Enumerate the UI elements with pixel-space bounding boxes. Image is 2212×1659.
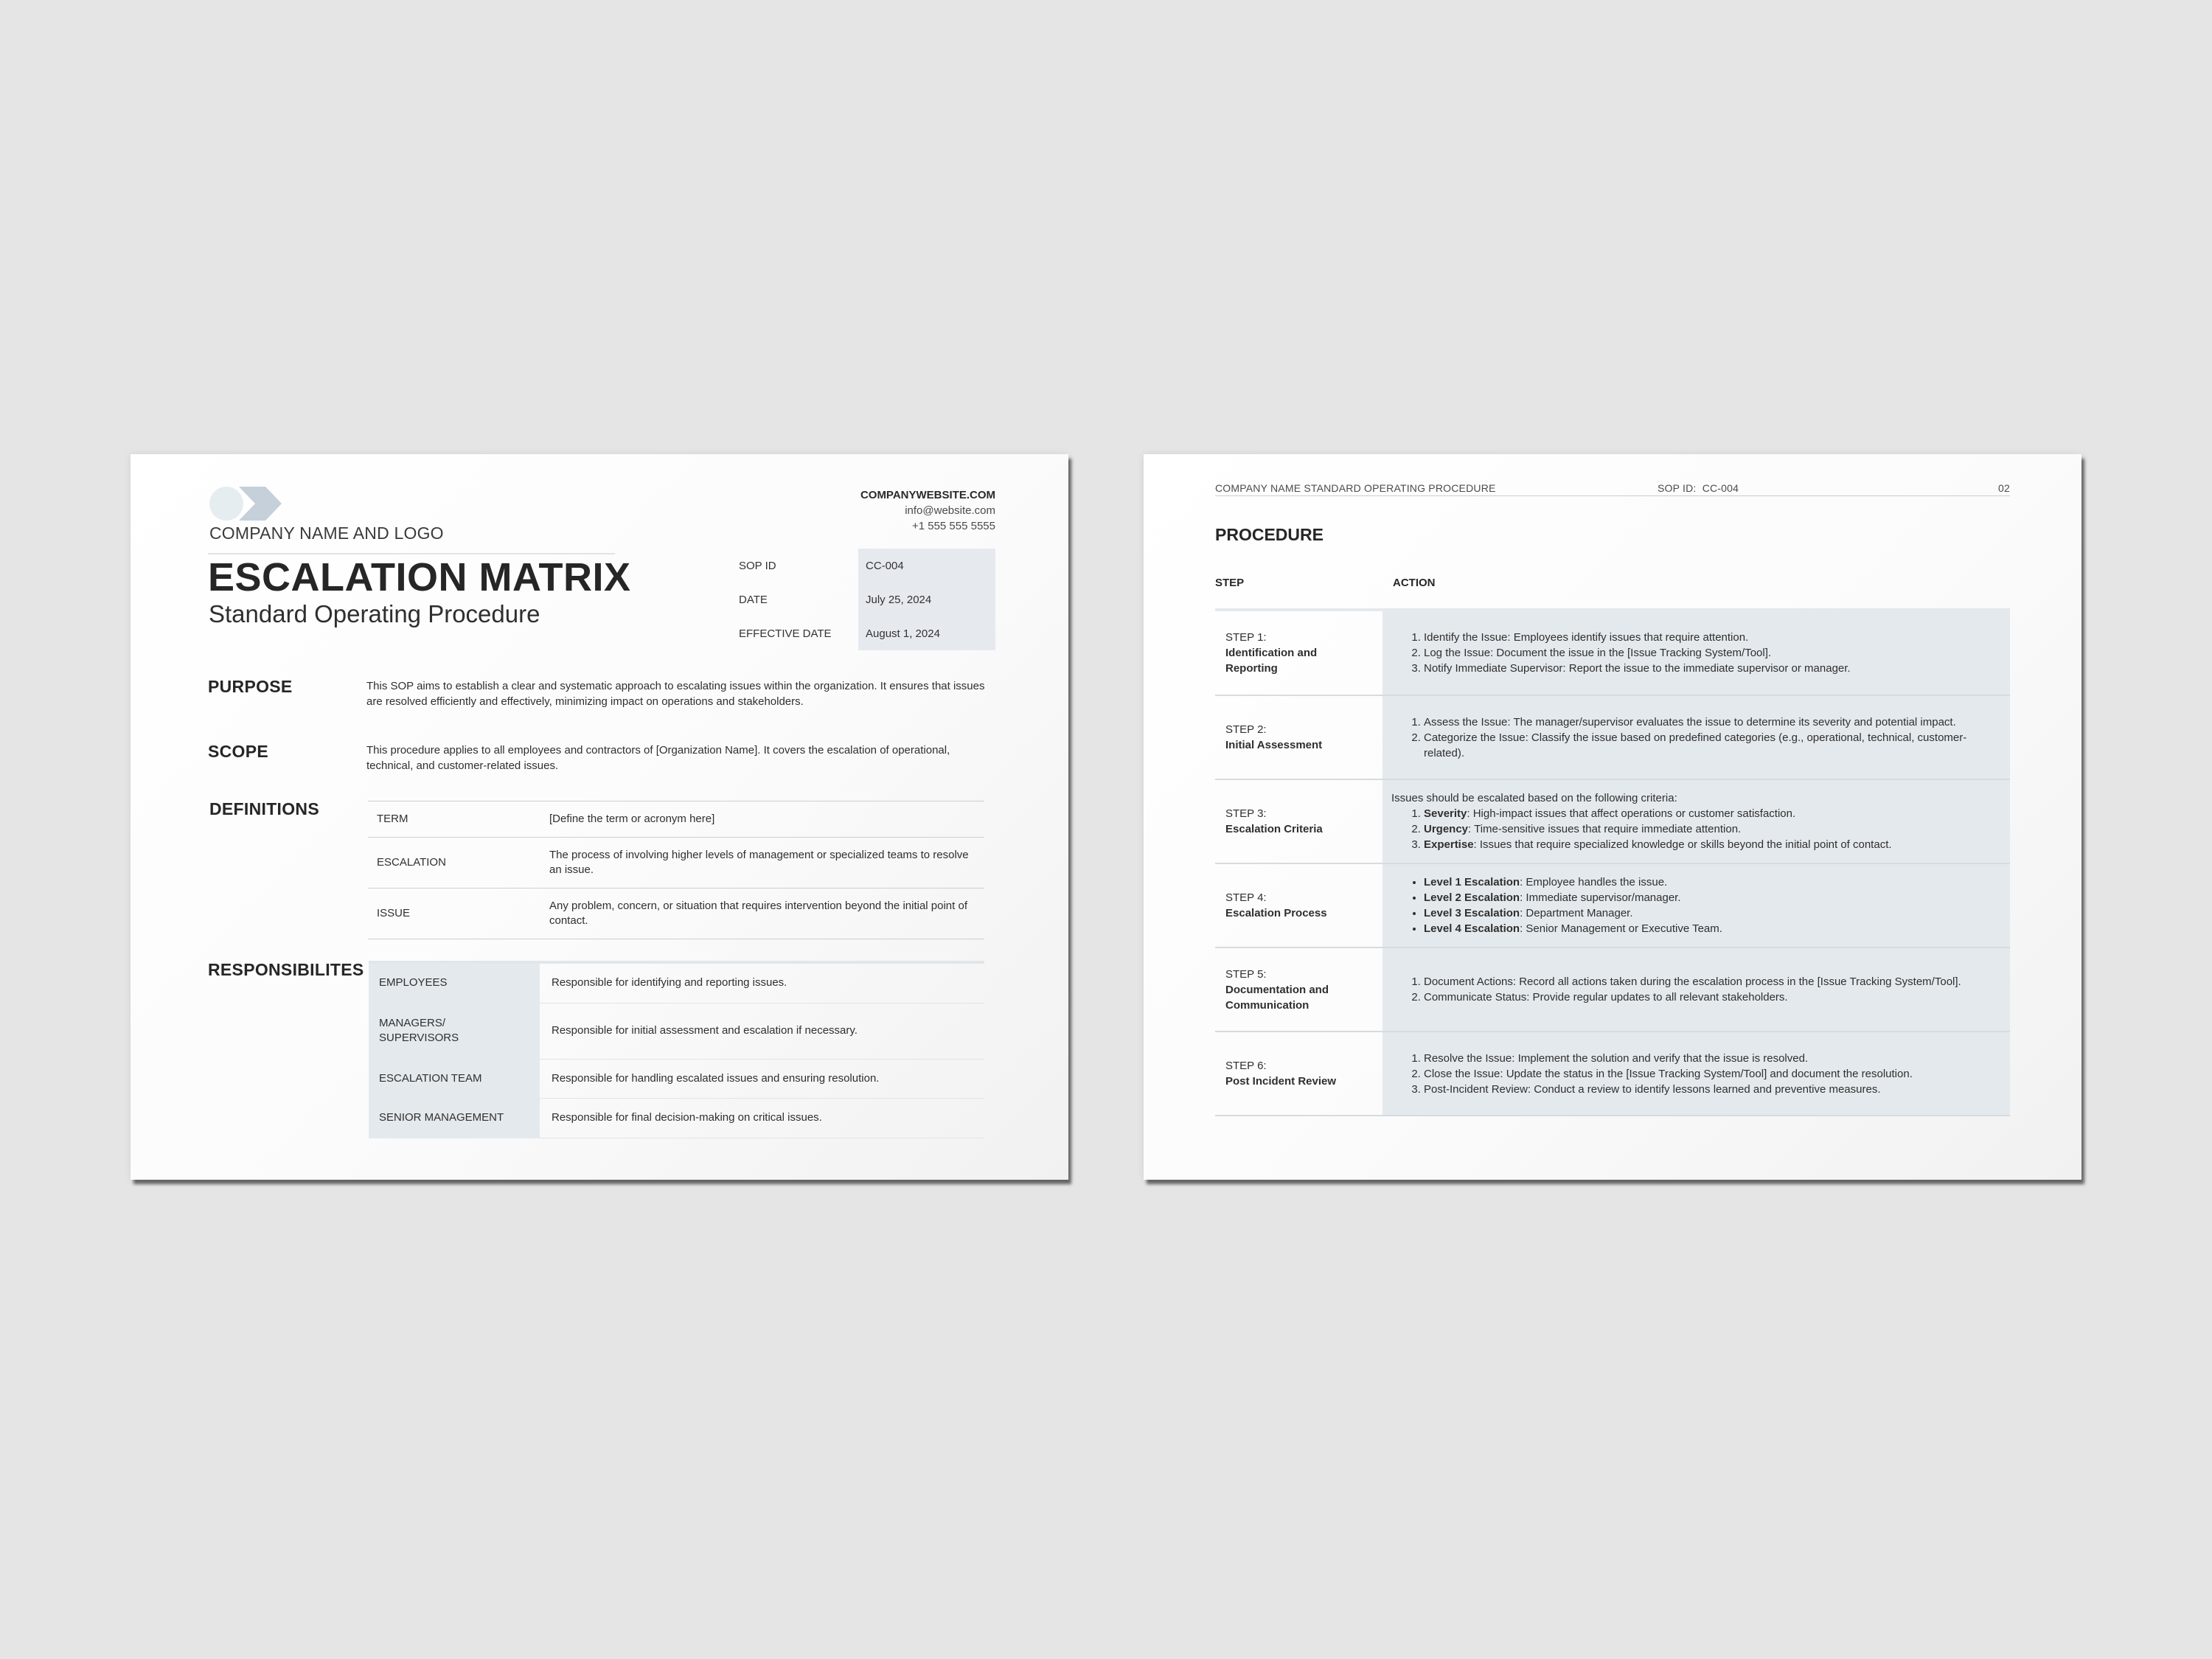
table-row [369, 964, 984, 1003]
table-row [368, 838, 984, 888]
table-row [368, 801, 984, 838]
header-divider [1215, 495, 2010, 496]
action-item [1424, 874, 2000, 890]
table-row [368, 888, 984, 939]
company-website: COMPANYWEBSITE.COM [860, 489, 995, 501]
step-cell [1215, 779, 1382, 863]
action-item [1424, 1051, 2000, 1066]
action-item [1424, 1066, 2000, 1082]
action-item-text: Categorize the Issue: Classify the issue based on predefined categories (e.g., operational, technical, customer-related). [1424, 731, 1967, 759]
action-item [1424, 837, 2000, 852]
action-cell [1382, 695, 2010, 779]
action-list [1393, 630, 2000, 676]
sop-meta-table [731, 549, 995, 650]
step-number: STEP 6: [1225, 1060, 1267, 1072]
step-number: STEP 5: [1225, 967, 1267, 981]
action-item-text: Document Actions: Record all actions taken during the escalation process in the [Issue Tracking System/Tool]. [1424, 975, 1961, 988]
meta-label: DATE [739, 593, 768, 606]
procedure-heading: PROCEDURE [1215, 525, 1324, 544]
definition-text: Any problem, concern, or situation that requires intervention beyond the initial point of contact. [540, 888, 984, 939]
action-item-text: Close the Issue: Update the status in the [Issue Tracking System/Tool] and document the resolution. [1424, 1067, 1913, 1080]
step-cell [1215, 1032, 1382, 1116]
responsibilities-heading: RESPONSIBILITES [208, 960, 364, 979]
step-cell [1215, 947, 1382, 1032]
scope-heading: SCOPE [208, 742, 269, 761]
action-list [1393, 714, 2000, 761]
step-number: STEP 4: [1225, 891, 1267, 904]
step-name: Initial Assessment [1225, 739, 1323, 751]
action-item-text: : Immediate supervisor/manager. [1520, 891, 1681, 904]
definition-term: ESCALATION [368, 838, 540, 888]
table-row [369, 1098, 984, 1138]
action-item-text: : Time-sensitive issues that require immediate attention. [1468, 823, 1742, 835]
action-cell [1382, 1032, 2010, 1116]
meta-row [731, 549, 995, 582]
action-item [1424, 890, 2000, 905]
step-name: Documentation and Communication [1225, 983, 1329, 1012]
action-item-keyword: Level 4 Escalation [1424, 922, 1520, 935]
step-cell [1215, 695, 1382, 779]
action-item-text: : Department Manager. [1520, 907, 1633, 919]
running-header-sop-id [1658, 482, 1739, 494]
sop-id-value: CC-004 [1702, 482, 1739, 494]
definition-text: [Define the term or acronym here] [540, 801, 984, 838]
table-row [369, 1059, 984, 1098]
step-number: STEP 2: [1225, 723, 1267, 736]
responsibility-text: Responsible for final decision-making on critical issues. [540, 1098, 984, 1138]
step-cell [1215, 611, 1382, 695]
action-item-keyword: Level 2 Escalation [1424, 891, 1520, 904]
definition-text: The process of involving higher levels of management or specialized teams to resolve an issue. [540, 838, 984, 888]
action-item-text: : High-impact issues that affect operations or customer satisfaction. [1467, 807, 1796, 820]
table-row [369, 1003, 984, 1059]
step-cell [1215, 863, 1382, 947]
meta-row [731, 582, 995, 616]
procedure-row [1215, 1032, 2010, 1116]
action-item [1424, 990, 2000, 1005]
action-item-text: Post-Incident Review: Conduct a review to identify lessons learned and preventive measures. [1424, 1082, 1881, 1096]
procedure-table [1215, 611, 2010, 1116]
step-column-header: STEP [1215, 577, 1245, 589]
purpose-heading: PURPOSE [208, 677, 293, 696]
action-item [1424, 661, 2000, 676]
meta-label: SOP ID [739, 559, 776, 572]
action-item [1424, 730, 2000, 761]
action-list [1393, 1051, 2000, 1097]
action-item-text: : Issues that require specialized knowledge or skills beyond the initial point of contact. [1473, 838, 1892, 851]
responsibility-text: Responsible for handling escalated issues and ensuring resolution. [540, 1059, 984, 1098]
responsibilities-table [369, 964, 984, 1138]
action-item-keyword: Severity [1424, 807, 1467, 820]
sop-page-2 [1144, 454, 2081, 1180]
step-name: Escalation Criteria [1225, 823, 1323, 835]
definitions-heading: DEFINITIONS [209, 799, 319, 818]
action-item [1424, 714, 2000, 730]
responsibility-text: Responsible for identifying and reporting issues. [540, 964, 984, 1003]
step-name: Escalation Process [1225, 907, 1327, 919]
responsibility-role: MANAGERS/ SUPERVISORS [369, 1003, 540, 1059]
procedure-row [1215, 611, 2010, 695]
meta-value: CC-004 [858, 549, 995, 582]
action-cell [1382, 611, 2010, 695]
action-list [1393, 974, 2000, 1005]
action-item-text: : Employee handles the issue. [1520, 876, 1668, 888]
running-header-company: COMPANY NAME STANDARD OPERATING PROCEDURE [1215, 482, 1496, 494]
logo-mark-icon [208, 485, 282, 522]
action-item-text: Communicate Status: Provide regular updates to all relevant stakeholders. [1424, 991, 1788, 1004]
action-item [1424, 921, 2000, 936]
procedure-row [1215, 947, 2010, 1032]
action-item-keyword: Level 1 Escalation [1424, 876, 1520, 888]
action-intro: Issues should be escalated based on the following criteria: [1391, 792, 1677, 804]
step-number: STEP 1: [1225, 631, 1267, 644]
step-name: Post Incident Review [1225, 1075, 1337, 1088]
action-item [1424, 821, 2000, 837]
definition-term: ISSUE [368, 888, 540, 939]
action-item [1424, 1082, 2000, 1097]
contact-block [860, 487, 995, 534]
company-phone: +1 555 555 5555 [911, 520, 995, 532]
action-item-text: Assess the Issue: The manager/supervisor evaluates the issue to determine its severity and potential impact. [1424, 715, 1956, 728]
responsibility-role: ESCALATION TEAM [369, 1059, 540, 1098]
action-item-text: Notify Immediate Supervisor: Report the issue to the immediate supervisor or manager. [1424, 662, 1851, 675]
action-item-keyword: Level 3 Escalation [1424, 907, 1520, 919]
action-item-text: Log the Issue: Document the issue in the [Issue Tracking System/Tool]. [1424, 647, 1772, 659]
responsibilities-table-wrap [369, 961, 984, 1138]
action-item [1424, 645, 2000, 661]
document-subtitle: Standard Operating Procedure [209, 600, 540, 627]
action-cell [1382, 947, 2010, 1032]
meta-row [731, 616, 995, 650]
responsibility-role: SENIOR MANAGEMENT [369, 1098, 540, 1138]
action-item [1424, 974, 2000, 990]
action-item-keyword: Urgency [1424, 823, 1469, 835]
sop-page-1 [131, 454, 1068, 1180]
action-list [1393, 874, 2000, 936]
page-number: 02 [1998, 482, 2010, 494]
company-email: info@website.com [905, 504, 995, 517]
action-column-header: ACTION [1393, 577, 1436, 589]
action-cell [1382, 863, 2010, 947]
action-item-text: Resolve the Issue: Implement the solution and verify that the issue is resolved. [1424, 1051, 1809, 1065]
action-item-text: Identify the Issue: Employees identify issues that require attention. [1424, 631, 1749, 644]
action-item [1424, 905, 2000, 921]
scope-text: This procedure applies to all employees and contractors of [Organization Name]. It covers the escalation of operational, technical, and customer-related issues. [366, 744, 950, 772]
meta-label: EFFECTIVE DATE [739, 627, 832, 640]
action-item-text: : Senior Management or Executive Team. [1520, 922, 1722, 935]
step-number: STEP 3: [1225, 807, 1267, 820]
company-logo-text: COMPANY NAME AND LOGO [209, 524, 444, 543]
meta-value: July 25, 2024 [858, 582, 995, 616]
document-title: ESCALATION MATRIX [208, 555, 631, 599]
action-cell [1382, 779, 2010, 863]
definition-term: TERM [368, 801, 540, 838]
procedure-row [1215, 863, 2010, 947]
action-item [1424, 630, 2000, 645]
procedure-row [1215, 779, 2010, 863]
action-item-keyword: Expertise [1424, 838, 1474, 851]
purpose-text: This SOP aims to establish a clear and systematic approach to escalating issues within the organization. It ensures that issues are resolved efficiently and effectively, minimizing impact on operations and stakeholders. [366, 680, 985, 708]
step-name: Identification and Reporting [1225, 647, 1318, 675]
action-list [1393, 806, 2000, 852]
sop-id-label: SOP ID: [1658, 482, 1697, 494]
meta-value: August 1, 2024 [858, 616, 995, 650]
action-item [1424, 806, 2000, 821]
responsibility-role: EMPLOYEES [369, 964, 540, 1003]
responsibility-text: Responsible for initial assessment and escalation if necessary. [540, 1003, 984, 1059]
definitions-table [368, 801, 984, 939]
procedure-row [1215, 695, 2010, 779]
